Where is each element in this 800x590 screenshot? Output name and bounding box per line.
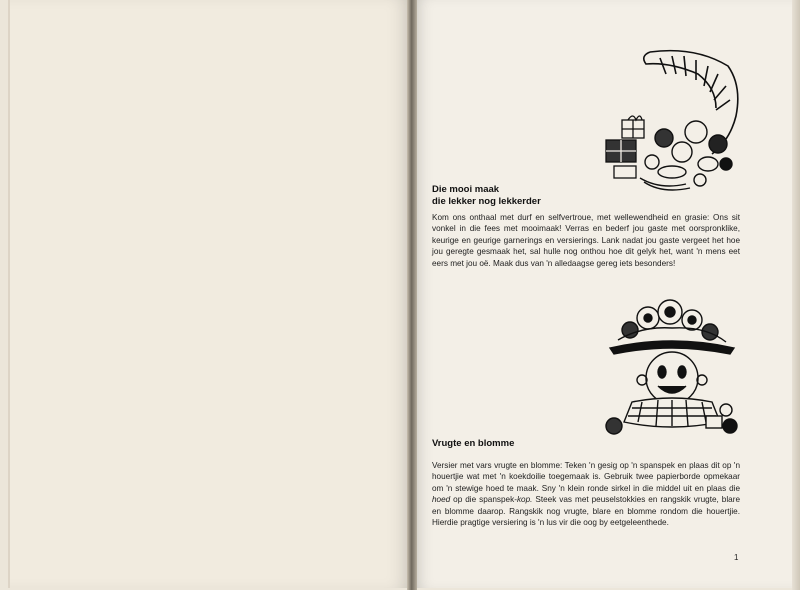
fruit-text-italic-1: hoed: [432, 495, 451, 505]
fruit-paragraph: [432, 460, 740, 528]
book-gutter: [407, 0, 417, 590]
cornucopia-illustration: [600, 44, 742, 194]
fruit-text-2: op die spanspek-: [450, 495, 517, 505]
heading-line-2: die lekker nog lekkerder: [432, 196, 541, 207]
page-number: 1: [734, 553, 739, 562]
section-heading-garnish: [432, 184, 592, 208]
left-page-blank: [8, 0, 414, 588]
melon-face-illustration: [602, 298, 742, 443]
fruit-text-3: Steek vas met peuselstokkies en rangskik vrugte, blare en blomme daarop. Rangskik nog vrugte, blare en blomme rondom die houertjie. Hierdie pragtige versiering is 'n lus vir die oog by eetgeleenthede.: [432, 495, 741, 528]
intro-paragraph: Kom ons onthaal met durf en selfvertroue, met wellewendheid en grasie: Ons sit vonkel in die fees met mooimaak! Verras en bederf jou gaste met oorspronklike, keurige en geurige garnerings en versierings. Lank nadat jou gaste vergeet het hoe jou geregte gesmaak het, sal hulle nog onthou hoe dit gelyk het, want 'n mens eet eers met jou oë. Maak dus van 'n alledaagse gereg iets besonders!: [432, 213, 740, 268]
fruit-text-italic-2: kop.: [516, 495, 533, 505]
section-heading-fruit-flowers: Vrugte en blomme: [432, 438, 515, 449]
page-edge: [792, 0, 800, 590]
heading-line-1: Die mooi maak: [432, 184, 500, 195]
fruit-text-1: Versier met vars vrugte en blomme: Teken 'n gesig op 'n spanspek en plaas dit op 'n houertjie wat met 'n koekdoilie toegemaak is. Gebruik twee papierborde opmekaar om 'n stewige hoed te maak. Sny 'n klein ronde sirkel in die middel uit en plaas die: [432, 461, 740, 493]
